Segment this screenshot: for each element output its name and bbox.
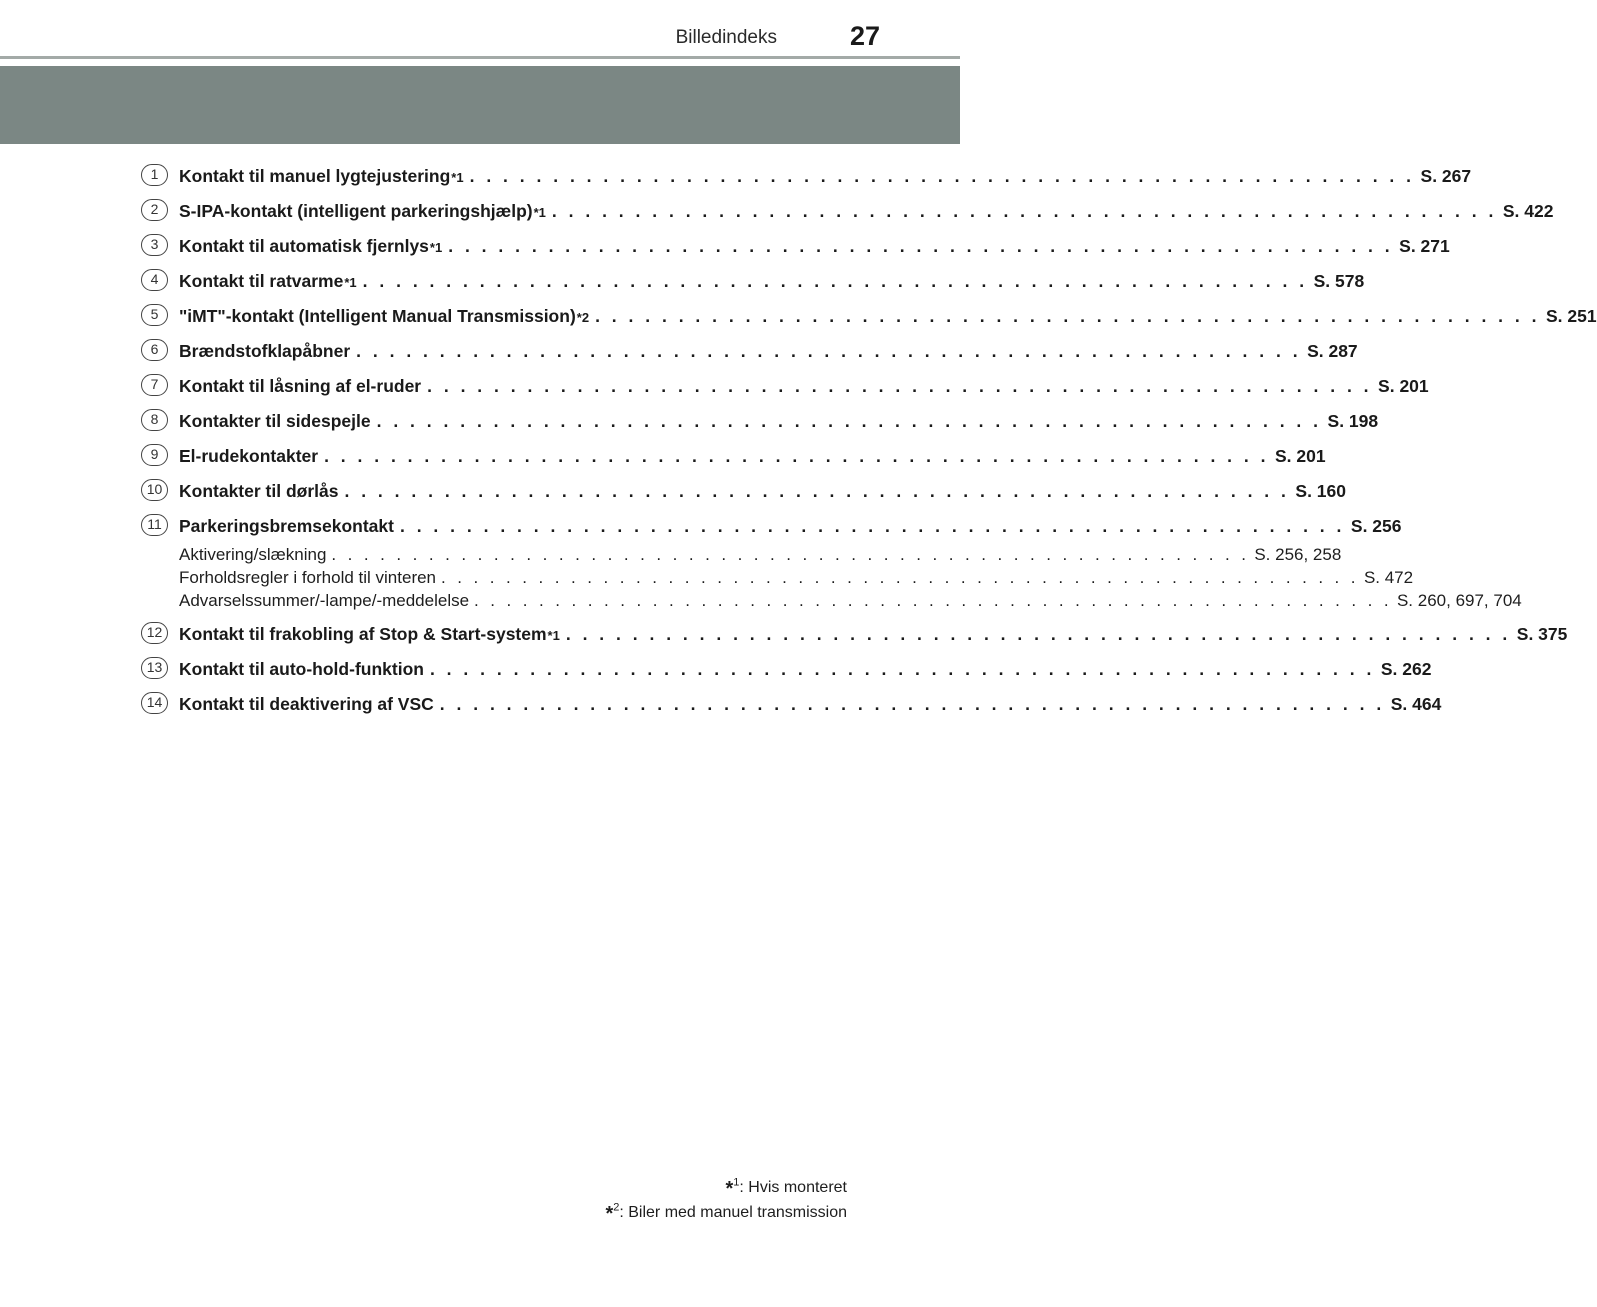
entry-main-row bbox=[179, 508, 1402, 543]
entry-line bbox=[141, 651, 1432, 686]
entry-label: Kontakter til sidespejle bbox=[179, 411, 371, 431]
entry-page-reference: S. 271 bbox=[1399, 236, 1450, 256]
sub-entry-page-reference: S. 256, 258 bbox=[1254, 545, 1342, 564]
entry-line bbox=[141, 368, 1429, 403]
sub-entry-row bbox=[179, 566, 1414, 589]
dot-leader: . . . . . . . . . . . . . . . . . . . . . . . . . . . . . . . . . . . . . . . . . . . . . . . . . . . . . . . . . bbox=[441, 568, 1359, 587]
entry-main-row: Kontakt til manuel lygtejustering *1 . . . . . . . . . . . . . . . . . . . . . . . . . . . . . . . . . . . . . . . . . . . . . . . . . . . . . . . . . S. 267 bbox=[179, 158, 811, 193]
entry-label: Kontakt til auto-hold-funktion bbox=[179, 659, 424, 679]
index-entry bbox=[141, 508, 1522, 616]
index-list bbox=[141, 158, 1597, 721]
entry-main-row: "iMT"-kontakt (Intelligent Manual Transmission) *2 . . . . . . . . . . . . . . . . . . . . . . . . . . . . . . . . . . . . . . . . . . . . . . . . . . . . . . . . . S. 251 bbox=[179, 298, 811, 333]
sub-entry-page-reference: S. 472 bbox=[1363, 568, 1414, 587]
index-entry bbox=[141, 473, 1347, 508]
entry-number-badge: 6 bbox=[141, 339, 168, 361]
entry-label: Kontakt til frakobling af Stop & Start-system bbox=[179, 624, 547, 644]
dot-leader: . . . . . . . . . . . . . . . . . . . . . . . . . . . . . . . . . . . . . . . . . . . . . . . . . . . . . . . . . bbox=[399, 516, 1345, 536]
header-band bbox=[0, 66, 960, 144]
entry-page-reference: S. 160 bbox=[1295, 481, 1347, 501]
entry-line bbox=[141, 473, 1347, 508]
footnote-star: * bbox=[605, 1203, 614, 1225]
footnote-number: 2 bbox=[613, 1201, 620, 1214]
index-entry bbox=[141, 333, 1358, 368]
entry-line bbox=[141, 193, 1554, 228]
entry-label: Kontakt til automatisk fjernlys bbox=[179, 236, 429, 256]
sub-entry-list bbox=[141, 543, 1522, 616]
entry-main-row bbox=[179, 473, 1347, 508]
entry-line bbox=[141, 333, 1358, 368]
entry-main-row: Kontakt til automatisk fjernlys *1 . . . . . . . . . . . . . . . . . . . . . . . . . . . . . . . . . . . . . . . . . . . . . . . . . . . . . . . . . S. 271 bbox=[179, 228, 811, 263]
entry-line bbox=[141, 228, 1450, 263]
footnote-text: : Biler med manuel transmission bbox=[619, 1204, 847, 1221]
entry-line bbox=[141, 158, 1472, 193]
dot-leader: . . . . . . . . . . . . . . . . . . . . . . . . . . . . . . . . . . . . . . . . . . . . . . . . . . . . . . . . . bbox=[551, 201, 1497, 221]
sub-entry-row bbox=[179, 543, 1342, 566]
entry-number-badge: 3 bbox=[141, 234, 168, 256]
index-entry bbox=[141, 403, 1379, 438]
footnote-star: * bbox=[725, 1178, 734, 1200]
footnote-text: : Hvis monteret bbox=[739, 1179, 847, 1196]
entry-number-badge: 2 bbox=[141, 199, 168, 221]
dot-leader: . . . . . . . . . . . . . . . . . . . . . . . . . . . . . . . . . . . . . . . . . . . . . . . . . . . . . . . . . bbox=[356, 341, 1302, 361]
entry-number-badge: 12 bbox=[141, 622, 168, 644]
entry-page-reference: S. 287 bbox=[1307, 341, 1358, 361]
dot-leader: . . . . . . . . . . . . . . . . . . . . . . . . . . . . . . . . . . . . . . . . . . . . . . . . . . . . . . . . . bbox=[448, 236, 1394, 256]
dot-leader: . . . . . . . . . . . . . . . . . . . . . . . . . . . . . . . . . . . . . . . . . . . . . . . . . . . . . . . . . bbox=[344, 481, 1290, 501]
entry-line bbox=[141, 508, 1402, 543]
entry-line bbox=[141, 616, 1568, 651]
entry-page-reference: S. 578 bbox=[1313, 271, 1365, 291]
entry-page-reference: S. 201 bbox=[1378, 376, 1429, 396]
entry-number-badge: 1 bbox=[141, 164, 168, 186]
entry-label: Kontakt til låsning af el-ruder bbox=[179, 376, 422, 396]
entry-number-badge: 14 bbox=[141, 692, 168, 714]
dot-leader: . . . . . . . . . . . . . . . . . . . . . . . . . . . . . . . . . . . . . . . . . . . . . . . . . . . . . . . . . bbox=[439, 694, 1385, 714]
index-entry bbox=[141, 193, 1554, 228]
sub-entry-label: Forholdsregler i forhold til vinteren bbox=[179, 568, 437, 587]
entry-number-badge: 5 bbox=[141, 304, 168, 326]
footnote bbox=[605, 1176, 847, 1201]
entry-line bbox=[141, 263, 1365, 298]
entry-page-reference: S. 375 bbox=[1516, 624, 1568, 644]
index-entry bbox=[141, 368, 1429, 403]
section-title: Billedindeks bbox=[675, 27, 777, 48]
entry-line bbox=[141, 403, 1379, 438]
entry-page-reference: S. 262 bbox=[1380, 659, 1432, 679]
footnotes bbox=[605, 1176, 847, 1226]
entry-main-row bbox=[179, 403, 1379, 438]
index-entry bbox=[141, 263, 1365, 298]
entry-number-badge: 7 bbox=[141, 374, 168, 396]
entry-main-row: Kontakt til ratvarme *1 . . . . . . . . . . . . . . . . . . . . . . . . . . . . . . . . . . . . . . . . . . . . . . . . . . . . . . . . . S. 578 bbox=[179, 263, 811, 298]
entry-label: Kontakt til ratvarme bbox=[179, 271, 344, 291]
index-entry bbox=[141, 686, 1442, 721]
page-header bbox=[0, 0, 960, 58]
index-entry bbox=[141, 228, 1450, 263]
entry-number-badge: 13 bbox=[141, 657, 168, 679]
header-rule bbox=[0, 56, 960, 59]
entry-label: S-IPA-kontakt (intelligent parkeringshjælp) bbox=[179, 201, 533, 221]
index-entry bbox=[141, 298, 1597, 333]
index-entry bbox=[141, 651, 1432, 686]
entry-label: Parkeringsbremsekontakt bbox=[179, 516, 394, 536]
sub-entry-label: Aktivering/slækning bbox=[179, 545, 327, 564]
sub-entry-row bbox=[179, 589, 1522, 612]
index-entry bbox=[141, 158, 1472, 193]
dot-leader: . . . . . . . . . . . . . . . . . . . . . . . . . . . . . . . . . . . . . . . . . . . . . . . . . . . . . . . . . bbox=[565, 624, 1511, 644]
entry-page-reference: S. 256 bbox=[1350, 516, 1402, 536]
entry-main-row bbox=[179, 651, 1432, 686]
entry-label: "iMT"-kontakt (Intelligent Manual Transmission) bbox=[179, 306, 576, 326]
entry-main-row: Kontakt til frakobling af Stop & Start-system *1 . . . . . . . . . . . . . . . . . . . . . . . . . . . . . . . . . . . . . . . . . . . . . . . . . . . . . . . . . S. 375 bbox=[179, 616, 811, 651]
entry-page-reference: S. 251 bbox=[1546, 306, 1597, 326]
entry-page-reference: S. 201 bbox=[1274, 446, 1326, 466]
dot-leader: . . . . . . . . . . . . . . . . . . . . . . . . . . . . . . . . . . . . . . . . . . . . . . . . . . . . . . . . . bbox=[595, 306, 1540, 326]
entry-number-badge: 9 bbox=[141, 444, 168, 466]
entry-label: Kontakter til dørlås bbox=[179, 481, 339, 501]
entry-line bbox=[141, 438, 1326, 473]
dot-leader: . . . . . . . . . . . . . . . . . . . . . . . . . . . . . . . . . . . . . . . . . . . . . . . . . . . . . . . . . bbox=[469, 166, 1415, 186]
page-number: 27 bbox=[849, 21, 880, 51]
entry-page-reference: S. 422 bbox=[1502, 201, 1554, 221]
entry-number-badge: 11 bbox=[141, 514, 168, 536]
entry-number-badge: 8 bbox=[141, 409, 168, 431]
entry-line bbox=[141, 298, 1597, 333]
footnote-number: 1 bbox=[733, 1176, 740, 1189]
index-entry bbox=[141, 616, 1568, 651]
entry-number-badge: 10 bbox=[141, 479, 168, 501]
entry-page-reference: S. 267 bbox=[1420, 166, 1472, 186]
index-entry bbox=[141, 438, 1326, 473]
dot-leader: . . . . . . . . . . . . . . . . . . . . . . . . . . . . . . . . . . . . . . . . . . . . . . . . . . . . . . . . . bbox=[362, 271, 1308, 291]
entry-main-row bbox=[179, 438, 1326, 473]
entry-page-reference: S. 464 bbox=[1390, 694, 1442, 714]
footnote bbox=[605, 1201, 847, 1226]
entry-main-row bbox=[179, 368, 1429, 403]
dot-leader: . . . . . . . . . . . . . . . . . . . . . . . . . . . . . . . . . . . . . . . . . . . . . . . . . . . . . . . . . bbox=[331, 545, 1250, 564]
dot-leader: . . . . . . . . . . . . . . . . . . . . . . . . . . . . . . . . . . . . . . . . . . . . . . . . . . . . . . . . . bbox=[474, 591, 1392, 610]
dot-leader: . . . . . . . . . . . . . . . . . . . . . . . . . . . . . . . . . . . . . . . . . . . . . . . . . . . . . . . . . bbox=[324, 446, 1269, 466]
entry-main-row bbox=[179, 333, 1358, 368]
entry-main-row: S-IPA-kontakt (intelligent parkeringshjælp) *1 . . . . . . . . . . . . . . . . . . . . . . . . . . . . . . . . . . . . . . . . . . . . . . . . . . . . . . . . . S. 422 bbox=[179, 193, 811, 228]
sub-entry-label: Advarselssummer/-lampe/-meddelelse bbox=[179, 591, 470, 610]
dot-leader: . . . . . . . . . . . . . . . . . . . . . . . . . . . . . . . . . . . . . . . . . . . . . . . . . . . . . . . . . bbox=[376, 411, 1322, 431]
sub-entry-page-reference: S. 260, 697, 704 bbox=[1396, 591, 1522, 610]
dot-leader: . . . . . . . . . . . . . . . . . . . . . . . . . . . . . . . . . . . . . . . . . . . . . . . . . . . . . . . . . bbox=[429, 659, 1375, 679]
entry-line bbox=[141, 686, 1442, 721]
entry-main-row bbox=[179, 686, 1442, 721]
entry-number-badge: 4 bbox=[141, 269, 168, 291]
entry-label: Kontakt til manuel lygtejustering bbox=[179, 166, 451, 186]
dot-leader: . . . . . . . . . . . . . . . . . . . . . . . . . . . . . . . . . . . . . . . . . . . . . . . . . . . . . . . . . bbox=[427, 376, 1373, 396]
entry-page-reference: S. 198 bbox=[1327, 411, 1379, 431]
entry-label: Brændstofklapåbner bbox=[179, 341, 351, 361]
entry-label: El-rudekontakter bbox=[179, 446, 319, 466]
entry-label: Kontakt til deaktivering af VSC bbox=[179, 694, 434, 714]
